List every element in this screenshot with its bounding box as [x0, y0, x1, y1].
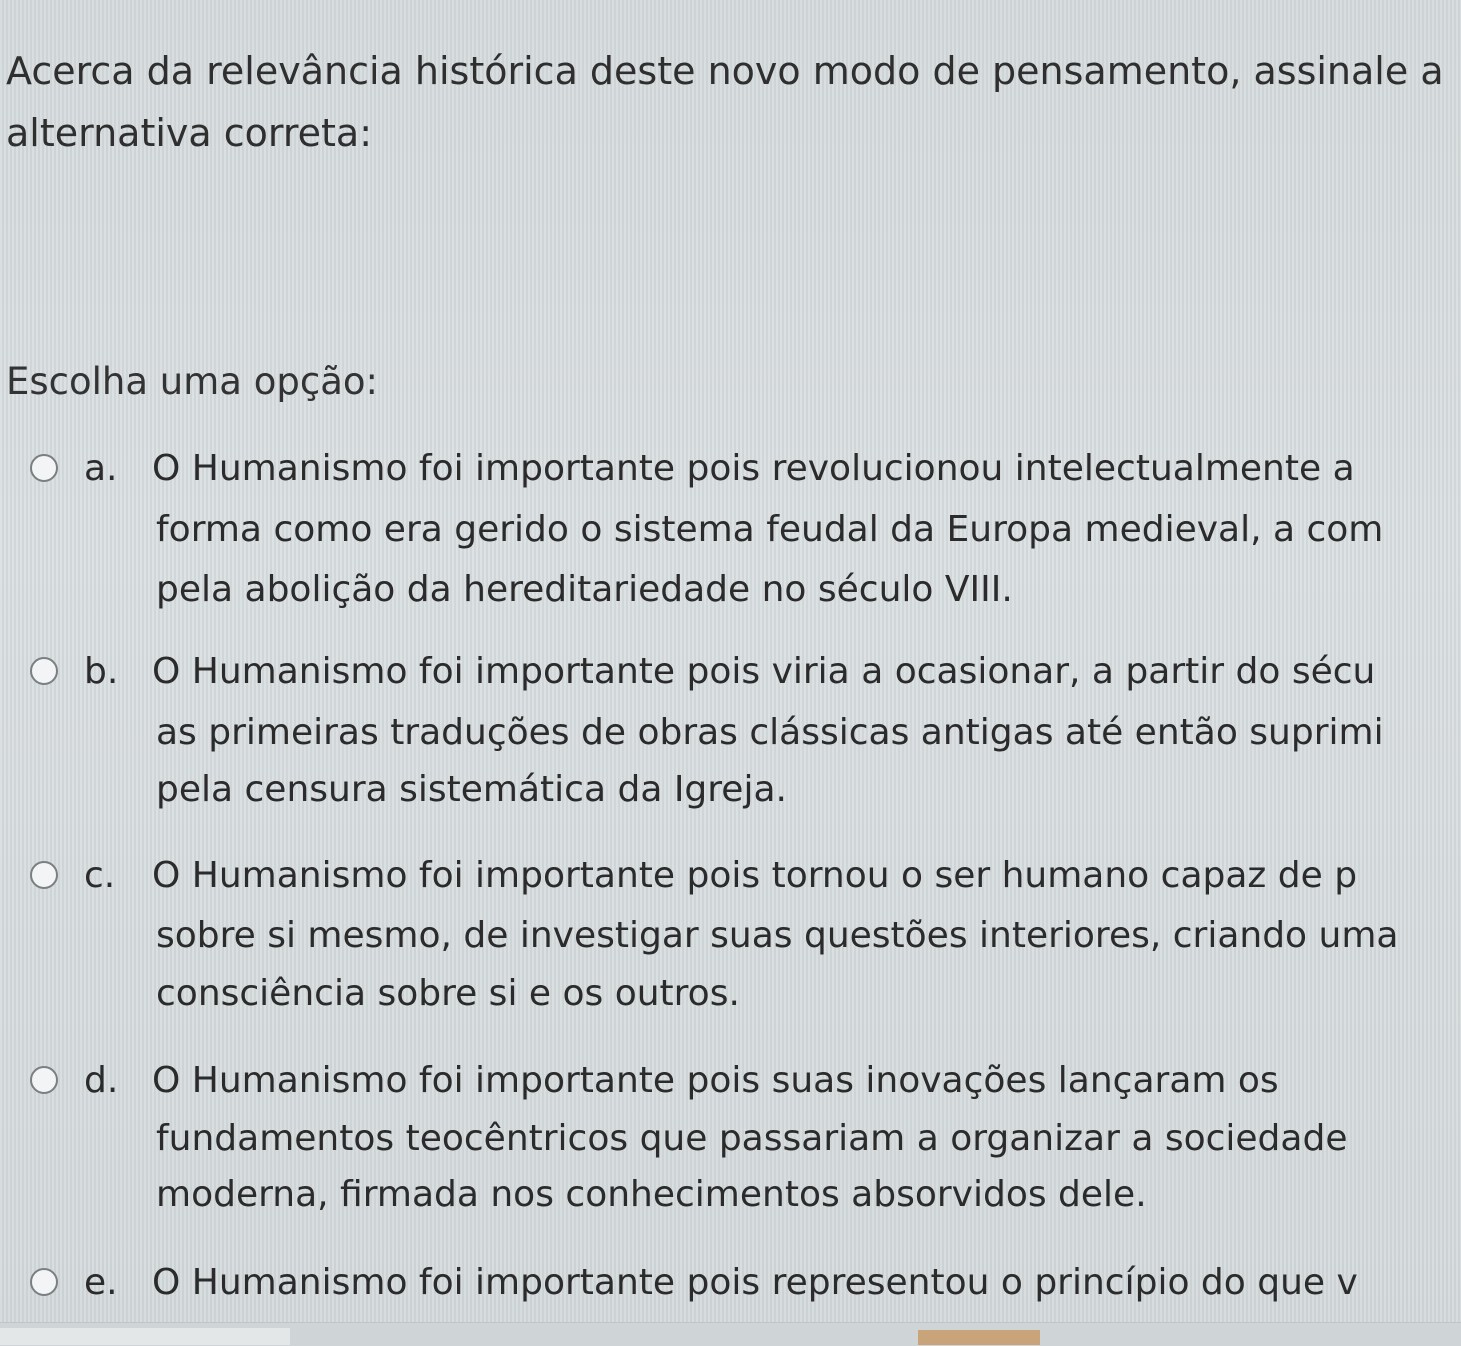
option-d-radio[interactable]	[30, 1066, 58, 1094]
option-b-letter: b.	[84, 651, 119, 692]
question-text	[6, 40, 1461, 164]
option-c-line-1: O Humanismo foi importante pois tornou o ser humano capaz de p	[152, 855, 1358, 896]
option-b-line-1: O Humanismo foi importante pois viria a ocasionar, a partir do sécu	[152, 651, 1376, 692]
option-d-line-3: moderna, firmada nos conhecimentos absorvidos dele.	[156, 1174, 1147, 1215]
option-a-line-2: forma como era gerido o sistema feudal da Europa medieval, a com	[156, 509, 1384, 550]
option-e-letter: e.	[84, 1262, 118, 1303]
bottom-orange-tab	[918, 1330, 1040, 1345]
option-c-line-3: consciência sobre si e os outros.	[156, 973, 740, 1014]
option-c-letter: c.	[84, 855, 116, 896]
option-d-letter: d.	[84, 1060, 119, 1101]
option-c-radio[interactable]	[30, 861, 58, 889]
option-d-line-1: O Humanismo foi importante pois suas inovações lançaram os	[152, 1060, 1279, 1101]
option-e-radio[interactable]	[30, 1268, 58, 1296]
option-a-line-1: O Humanismo foi importante pois revolucionou intelectualmente a	[152, 448, 1355, 489]
bottom-left-panel	[0, 1328, 290, 1345]
option-d-line-2: fundamentos teocêntricos que passariam a organizar a sociedade	[156, 1118, 1348, 1159]
question-line-1: Acerca da relevância histórica deste novo modo de pensamento, assinale a	[6, 49, 1444, 93]
option-b-radio[interactable]	[30, 657, 58, 685]
option-e-line-1: O Humanismo foi importante pois representou o princípio do que v	[152, 1262, 1358, 1303]
option-c-line-2: sobre si mesmo, de investigar suas questões interiores, criando uma	[156, 915, 1399, 956]
option-a-letter: a.	[84, 448, 118, 489]
option-b-line-3: pela censura sistemática da Igreja.	[156, 769, 787, 810]
option-a-line-3: pela abolição da hereditariedade no século VIII.	[156, 569, 1013, 610]
option-b-line-2: as primeiras traduções de obras clássicas antigas até então suprimi	[156, 712, 1384, 753]
option-a-radio[interactable]	[30, 454, 58, 482]
choose-option-prompt: Escolha uma opção:	[6, 360, 378, 403]
question-line-2: alternativa correta:	[6, 111, 373, 155]
